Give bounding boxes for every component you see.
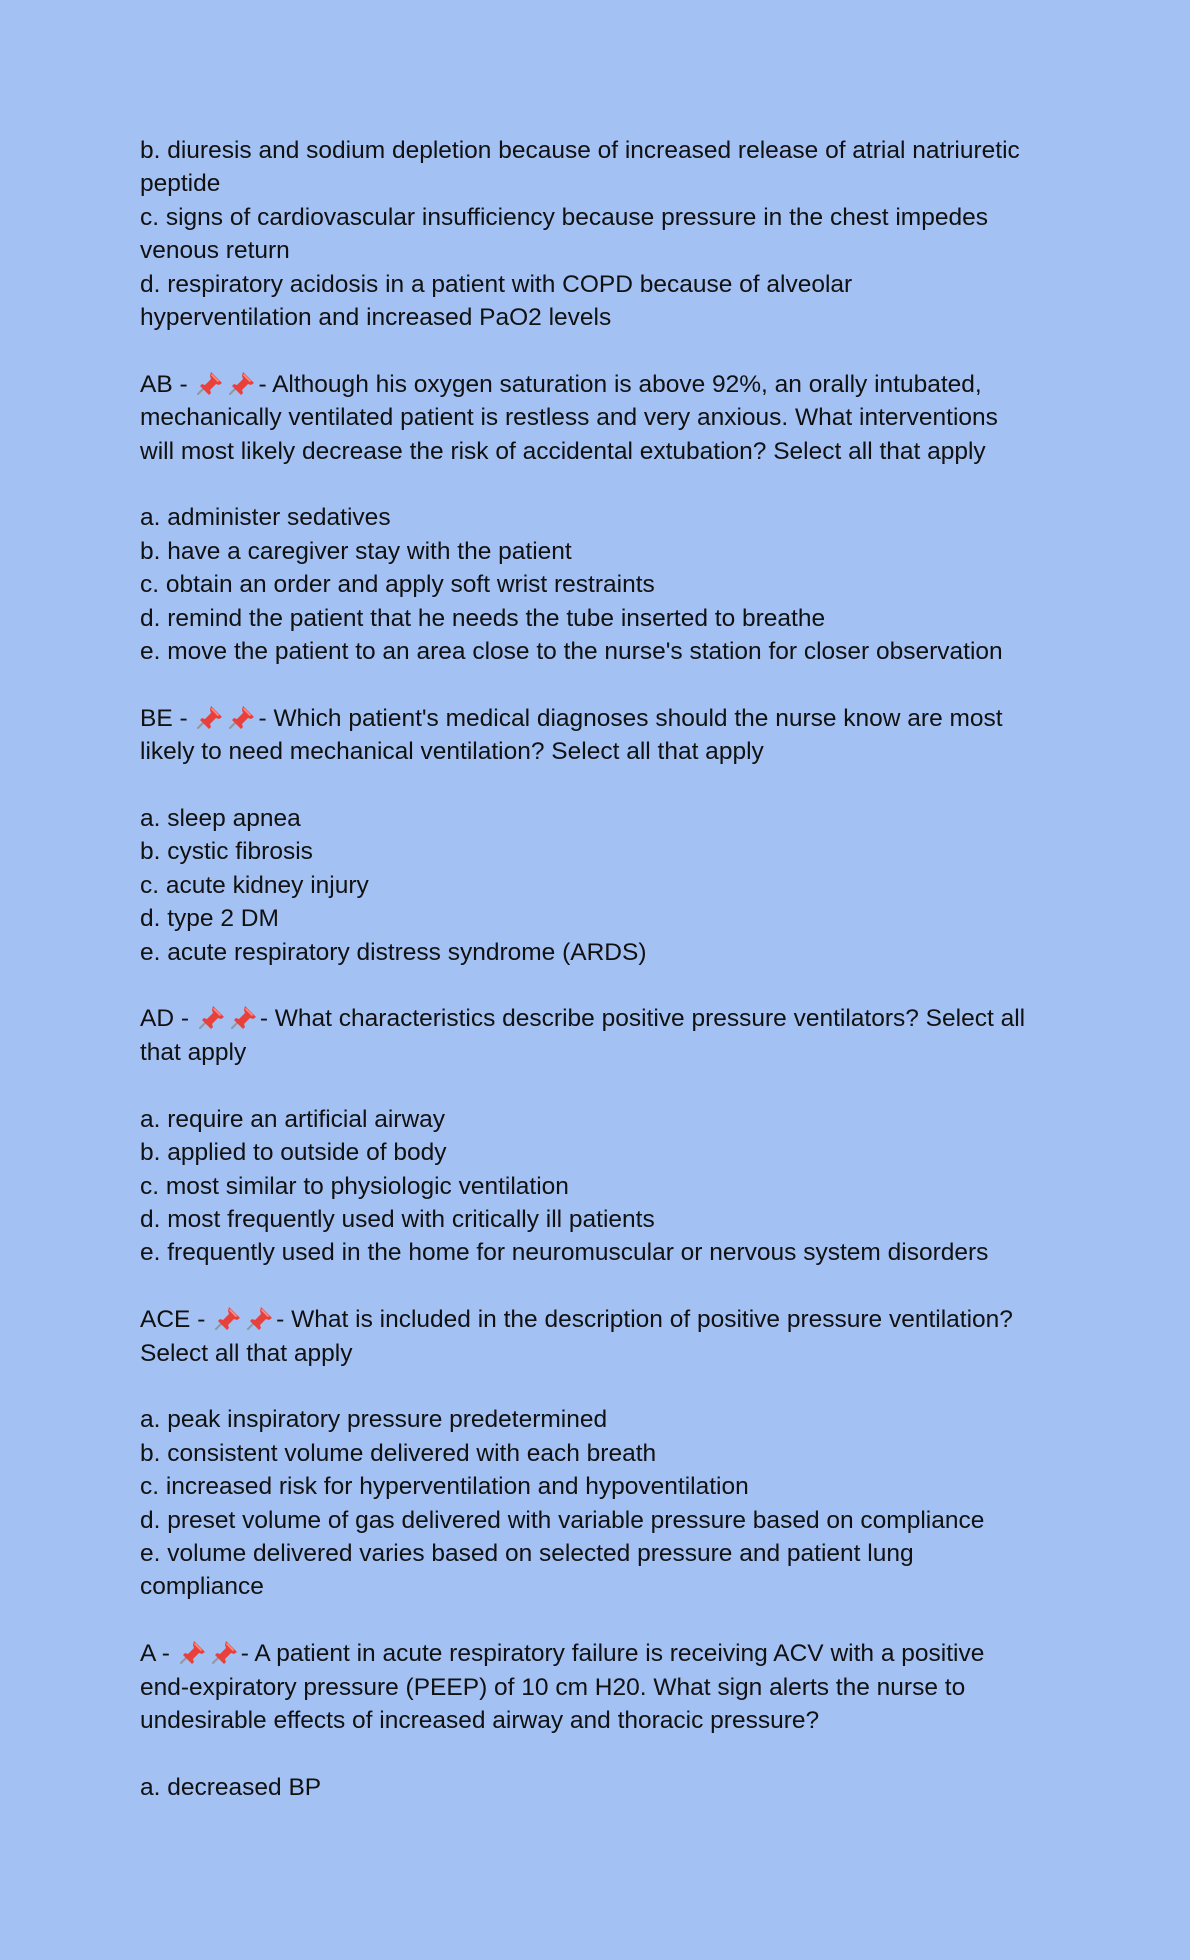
option-line: b. applied to outside of body [140,1139,447,1167]
answer-key: A [140,1640,155,1668]
separator: - [155,1640,177,1668]
separator: - [172,370,195,398]
pushpin-icon [196,1004,228,1030]
question-text: Which patient's medical diagnoses should the nurse know are most [273,704,1003,732]
option-line: d. most frequently used with critically ill patients [140,1205,655,1233]
question-line: mechanically ventilated patient is restless and very anxious. What interventions [140,404,998,432]
option-line: e. frequently used in the home for neuromuscular or nervous system disorders [140,1239,989,1267]
question-block [140,1002,1060,1269]
question-stem [140,1002,1060,1069]
option-line: e. move the patient to an area close to the nurse's station for closer observation [140,638,1003,666]
option-line: hyperventilation and increased PaO2 levels [140,304,612,332]
separator: - [240,1640,255,1668]
option-line: a. administer sedatives [140,504,391,532]
question-line [140,368,1060,401]
spacer [140,1604,1060,1637]
option-line: b. have a caregiver stay with the patient [140,537,572,565]
option-line: compliance [140,1573,264,1601]
option-line: c. increased risk for hyperventilation and hypoventilation [140,1473,749,1501]
pushpin-icon [194,704,226,730]
question-line: that apply [140,1038,247,1066]
option-line: d. remind the patient that he needs the tube inserted to breathe [140,604,826,632]
separator: - [258,704,274,732]
question-text: Although his oxygen saturation is above 92%, an orally intubated, [272,370,982,398]
question-line [140,1637,1060,1670]
question-line: will most likely decrease the risk of accidental extubation? Select all that apply [140,437,986,465]
question-line [140,702,1060,735]
separator: - [258,370,273,398]
option-line: b. consistent volume delivered with each breath [140,1439,657,1467]
pushpin-icon [226,370,258,396]
question-list [140,334,1060,1804]
question-stem [140,368,1060,468]
question-line [140,1303,1060,1336]
question-block [140,368,1060,669]
question-line [140,1002,1060,1035]
option-line: c. obtain an order and apply soft wrist restraints [140,571,655,599]
question-line: end-expiratory pressure (PEEP) of 10 cm H20. What sign alerts the nurse to [140,1673,966,1701]
spacer [140,769,1060,802]
option-line: c. most similar to physiologic ventilation [140,1172,569,1200]
question-block [140,702,1060,969]
question-block [140,1637,1060,1804]
option-line: d. type 2 DM [140,905,279,933]
option-line: peptide [140,170,221,198]
separator: - [276,1306,292,1334]
option-line: a. require an artificial airway [140,1105,446,1133]
option-line: b. cystic fibrosis [140,838,313,866]
flashcard-document [140,134,1060,1804]
question-line: undesirable effects of increased airway and thoracic pressure? [140,1706,820,1734]
spacer [140,334,1060,367]
spacer [140,668,1060,701]
option-line: c. acute kidney injury [140,871,369,899]
separator: - [259,1005,275,1033]
option-line: e. acute respiratory distress syndrome (ARDS) [140,938,647,966]
question-line: likely to need mechanical ventilation? Select all that apply [140,738,764,766]
separator: - [190,1306,213,1334]
pushpin-icon [228,1004,260,1030]
pushpin-icon [209,1639,241,1665]
answer-key: ACE [140,1306,191,1334]
question-stem [140,702,1060,769]
question-stem [140,1303,1060,1370]
question-text: What characteristics describe positive pressure ventilators? Select all [274,1005,1026,1033]
spacer [140,1270,1060,1303]
question-text: What is included in the description of positive pressure ventilation? [291,1306,1013,1334]
answer-options [140,1771,1060,1804]
pushpin-icon [226,704,258,730]
spacer [140,1737,1060,1770]
answer-options [140,501,1060,668]
pushpin-icon [177,1639,209,1665]
pushpin-icon [194,370,226,396]
option-line: d. preset volume of gas delivered with variable pressure based on compliance [140,1506,985,1534]
option-line: d. respiratory acidosis in a patient with COPD because of alveolar [140,270,853,298]
option-line: venous return [140,237,290,265]
answer-options [140,1103,1060,1270]
spacer [140,1069,1060,1102]
option-line: a. sleep apnea [140,805,301,833]
option-line: a. decreased BP [140,1773,322,1801]
answer-key: BE [140,704,173,732]
answer-options [140,802,1060,969]
answer-key: AD [140,1005,175,1033]
pushpin-icon [212,1305,244,1331]
question-text: A patient in acute respiratory failure is receiving ACV with a positive [254,1640,985,1668]
question-block [140,1303,1060,1604]
spacer [140,468,1060,501]
separator: - [174,1005,196,1033]
answer-key: AB [140,370,173,398]
question-stem [140,1637,1060,1737]
answer-options [140,1403,1060,1603]
spacer [140,969,1060,1002]
option-line: c. signs of cardiovascular insufficiency because pressure in the chest impedes [140,203,988,231]
option-line: a. peak inspiratory pressure predetermined [140,1406,608,1434]
option-line: e. volume delivered varies based on selected pressure and patient lung [140,1539,914,1567]
pushpin-icon [244,1305,276,1331]
spacer [140,1370,1060,1403]
previous-question-options [140,134,1060,334]
separator: - [172,704,195,732]
question-line: Select all that apply [140,1339,353,1367]
option-line: b. diuresis and sodium depletion because of increased release of atrial natriuretic [140,137,1020,164]
